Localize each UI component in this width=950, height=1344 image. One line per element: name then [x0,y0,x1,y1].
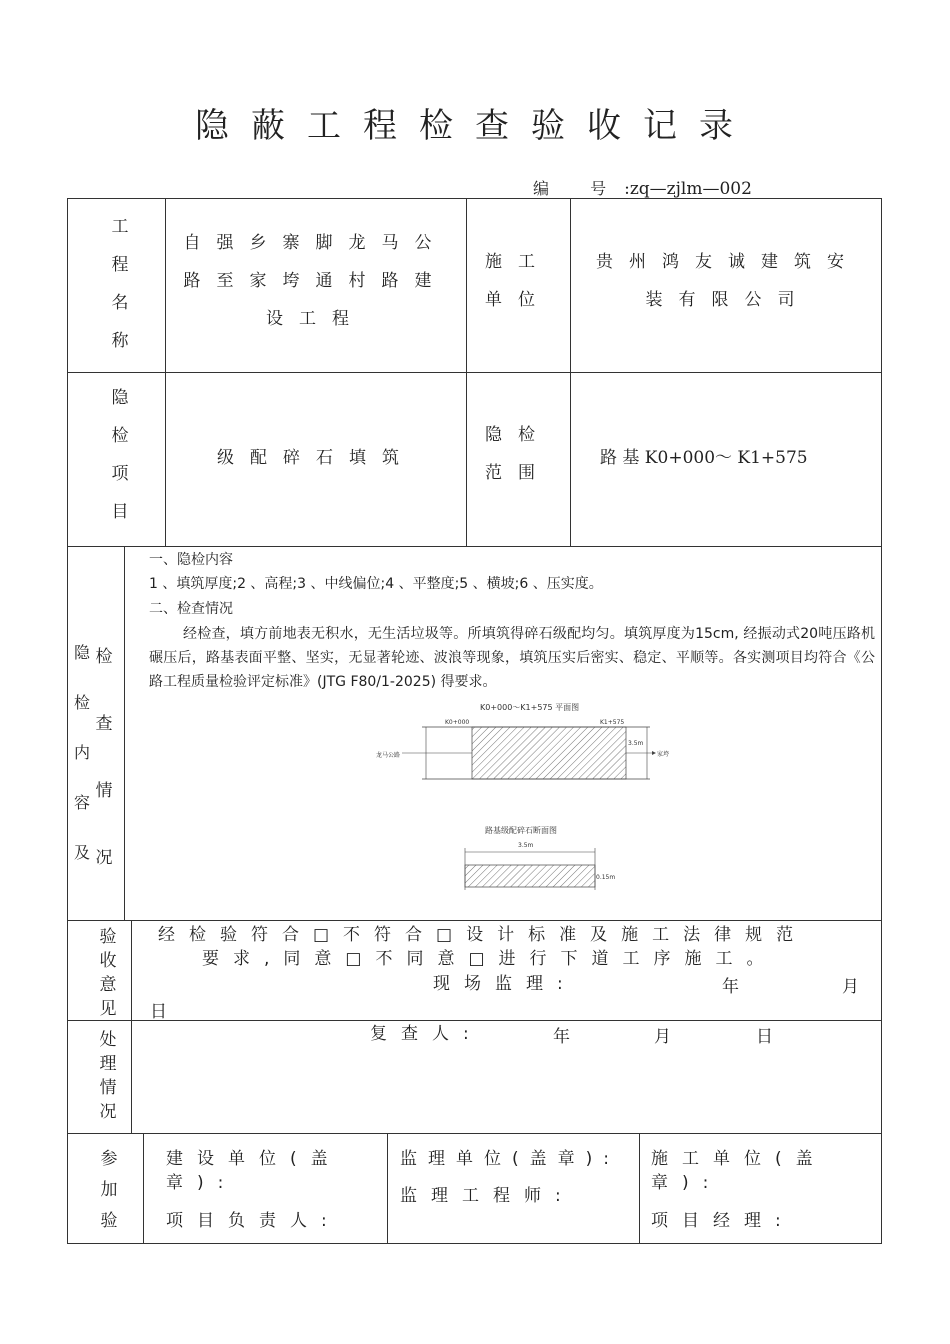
plan-start-label: K0+000 [445,719,470,726]
page-title: 隐蔽工程检查验收记录 [195,106,755,146]
project-name-value: 自强乡寨脚龙马公路至家垮通村路建设工程 [183,233,448,329]
section-drawing [455,822,625,900]
check-side-label: 检查情况 [95,647,113,868]
section-1-body: 1 、填筑厚度;2 、高程;3 、中线偏位;4 、平整度;5 、横坡;6 、压实度。 [149,576,603,592]
reviewer-label: 复查人: [370,1024,483,1044]
doc-number [533,176,752,199]
doc-number-value: :zq—zjlm—002 [624,179,752,199]
doc-number-label: 编 号 [533,179,625,198]
section-1-title: 一、隐检内容 [149,552,233,568]
inspection-item-label: 隐检项目 [111,388,129,522]
contractor-value: 贵州鸿友诚建筑安装有限公司 [596,252,860,310]
section-title: 路基级配碎石断面图 [485,826,557,835]
supervisor-unit-seal: 监理单位(盖章): [400,1149,620,1169]
plan-title: K0+000～K1+575 平面图 [480,703,580,712]
inspection-item-value: 级配碎石填筑 [217,448,415,468]
plan-drawing [360,700,680,800]
owner-project-lead: 项目负责人: [166,1211,341,1231]
content-side-label: 隐检内容及 [74,643,91,862]
acceptance-line-1: 经检验符合□不符合□设计标准及施工法律规范 [158,925,808,945]
project-manager: 项目经理: [651,1211,795,1231]
plan-end-label: K1+575 [600,719,625,726]
acceptance-label: 验收意见 [99,927,117,1019]
owner-unit-seal: 建设单位(盖章): [166,1149,342,1193]
participants-label: 参加验 [100,1149,118,1231]
section-width-label: 3.5m [518,842,534,849]
contractor-unit-seal: 施工单位(盖章): [651,1149,827,1193]
handling-month: 月 [654,1027,671,1047]
section-2-title: 二、检查情况 [149,601,233,617]
acceptance-year: 年 [722,977,739,997]
handling-year: 年 [553,1027,570,1047]
acceptance-line-2: 要求,同意□不同意□进行下道工序施工。 [202,949,778,969]
plan-width-label: 3.5m [628,740,644,747]
project-name-label: 工程名称 [111,217,129,351]
inspection-scope-label: 隐检范围 [485,425,551,483]
handling-label: 处理情况 [99,1030,117,1122]
plan-from-label: 龙马公路 [376,752,401,759]
section-2-body: 经检查，填方前地表无积水，无生活垃圾等。所填筑得碎石级配均匀。填筑厚度为15cm, 经振动式20吨压路机碾压后，路基表面平整、坚实，无显著轮迹、波浪等现象，填筑压实后密实、稳定、平顺等。各实测项目均符合《公路工程质量检验评定标准》(JTG F80/1-2025) 得要求。 [149,626,875,690]
supervising-engineer: 监理工程师: [400,1186,575,1206]
acceptance-month: 月 [842,977,859,997]
handling-day: 日 [756,1027,773,1047]
inspection-scope-value: 路 基 K0+000～ K1+575 [600,448,808,468]
plan-to-label: 家垮 [657,751,670,758]
site-supervisor-label: 现场监理: [433,974,577,994]
acceptance-day: 日 [150,1002,167,1022]
section-thickness-label: 0.15m [596,874,616,881]
contractor-label: 施工单位 [485,252,551,310]
